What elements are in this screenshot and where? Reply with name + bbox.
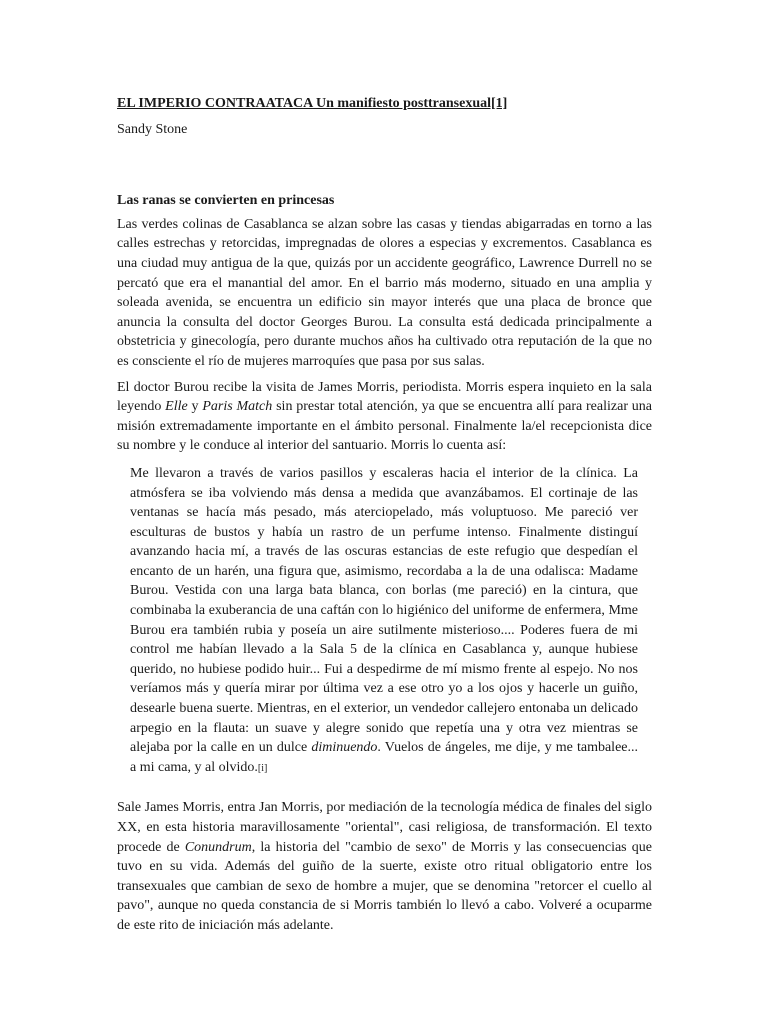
footnote-link[interactable]: [i]: [257, 762, 268, 774]
paragraph-2-text-1: El doctor Burou recibe la visita de James Morris, periodista. Morris espera inquieto en la sala leyendo: [117, 379, 652, 415]
section-heading: Las ranas se convierten en princesas: [117, 193, 335, 209]
paragraph-2-text-3: sin prestar total atención, ya que se encuentra allí para realizar una misión extremadamente importante en el ámbito personal. Finalmente la/el recepcionista dice su nombre y le conduce al interior del santuario. Morris lo cuenta así:: [117, 399, 653, 454]
block-quote: [130, 464, 638, 779]
paragraph-3-text-1: Sale James Morris, entra Jan Morris, por mediación de la tecnología médica de finales del siglo XX, en esta historia maravillosamente "oriental", casi religiosa, de transformación. El texto procede de: [117, 800, 652, 855]
paragraph-3: [117, 798, 652, 935]
magazine-title-elle: Elle: [165, 399, 188, 415]
document-title: EL IMPERIO CONTRAATACA Un manifiesto posttransexual[1]: [117, 96, 508, 111]
book-title-conundrum: Conundrum: [184, 839, 252, 855]
quote-text-2: . Vuelos de ángeles, me dije, y me tambalee... a mi cama, y al olvido.: [130, 740, 638, 775]
paragraph-2: [117, 378, 652, 456]
magazine-title-paris-match: Paris Match: [202, 399, 273, 415]
quote-text-1: Me llevaron a través de varios pasillos y escaleras hacia el interior de la clínica. La atmósfera se iba volviendo más densa a medida que avanzábamos. El cortinaje de las ventanas se hacía más pesado, más aterciopelado, más voluptuoso. Me pareció ver esculturas de bustos y había un rastro de un perfume intenso. Finalmente distinguí avanzando hacia mí, a través de las oscuras estancias de este refugio que despedían el encanto de un harén, una figura que, asimismo, recordaba a la de una odalisca: Madame Burou. Vestida con una larga bata blanca, con borlas (me pareció) en la cintura, que combinaba la exuberancia de una caftán con lo higiénico del uniforme de enfermera, Mme Burou era también rubia y poseía un aire sutilmente misterioso.... Poderes fuera de mi control me habían llevado a la Sala 5 de la clínica en Casablanca y, aunque hubiese querido, no hubiese podido huir... Fui a despedirme de mí mismo frente al espejo. No nos veríamos más y quería mirar por última vez a ese otro yo a los ojos y hacerle un guiño, desearle buena suerte. Mientras, en el exterior, un vendedor callejero entonaba un delicado arpegio en la flauta: un suave y alegre sonido que repetía una y otra vez mientras se alejaba por la calle en un dulce: [130, 465, 638, 756]
document-author: Sandy Stone: [117, 121, 188, 137]
quote-italic-diminuendo: diminuendo: [311, 740, 378, 756]
paragraph-2-text-2: y: [187, 399, 203, 415]
paragraph-3-text-2: , la historia del "cambio de sexo" de Morris y las consecuencias que tuvo en su vida. Además del guiño de la suerte, existe otro ritual obligatorio entre los transexuales que cambian de sexo de hombre a mujer, que se denomina "retorcer el cuello al pavo", aunque no queda constancia de si Morris también lo llevó a cabo. Volveré a ocuparme de este rito de iniciación más adelante.: [117, 839, 652, 933]
paragraph-1: Las verdes colinas de Casablanca se alzan sobre las casas y tiendas abigarradas en torno a las calles estrechas y retorcidas, impregnadas de olores a especias y excrementos. Casablanca es una ciudad muy antigua de la que, quizás por un accidente geográfico, Lawrence Durrell no se percató que era el manantial del amor. En el barrio más moderno, situado en una amplia y soleada avenida, se encuentra un edificio sin mayor interés que una placa de bronce que anuncia la consulta del doctor Georges Burou. La consulta está dedicada principalmente a obstetricia y ginecología, pero durante muchos años ha cultivado otra reputación de la que no es consciente el río de mujeres marroquíes que pasa por sus salas.: [117, 216, 652, 369]
document-body: [117, 94, 652, 942]
